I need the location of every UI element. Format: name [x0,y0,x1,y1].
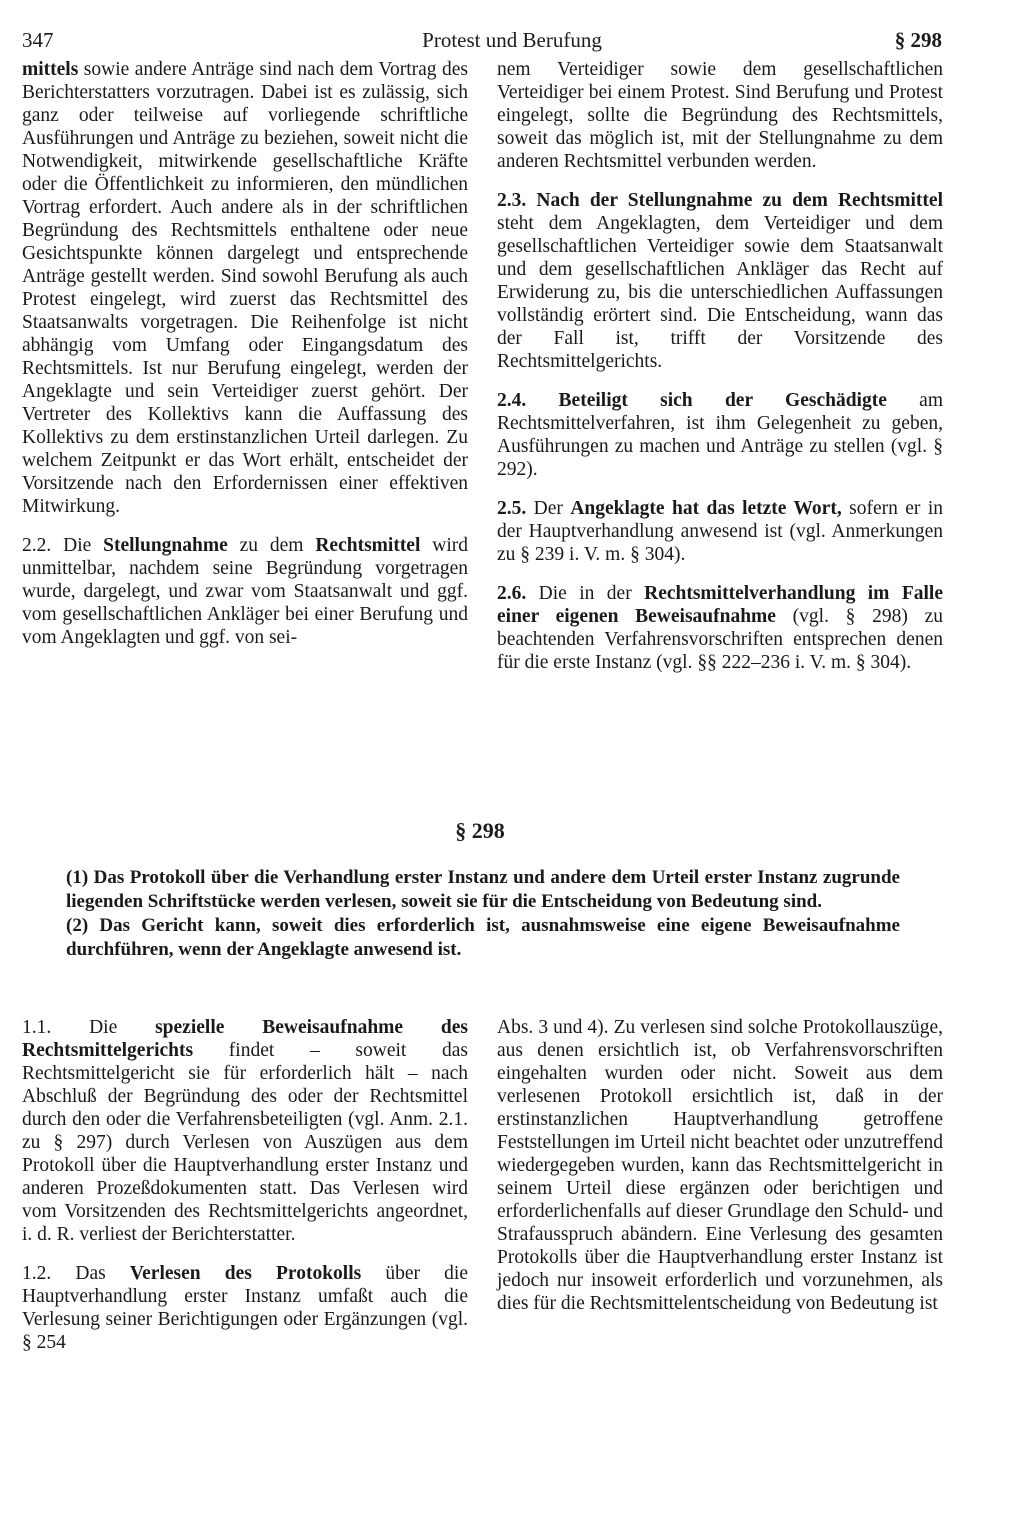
paragraph-continuation: Abs. 3 und 4). Zu verlesen sind solche Protokollauszüge, aus denen ersichtlich ist, ob Verfahrensvorschriften eingehalten wurden oder nicht. Soweit aus dem verlesenen Protokoll ersichtlich ist, daß in der erstinstanzlichen Hauptverhandlung getroffene Feststellungen im Urteil nicht beachtet oder unzutreffend wiedergegeben wurden, kann das Rechtsmittelgericht in seinem Urteil diese ergänzen oder berichtigen und erforderlichenfalls auf dieser Grundlage den Schuld- und Strafausspruch abändern. Eine Verlesung des gesamten Protokolls über die Hauptverhandlung erster Instanz ist jedoch nur insoweit erforderlich und vorzunehmen, als dies für die Rechtsmittelentscheidung von Bedeutung ist [497,1017,943,1314]
paragraph-number: 1.1. [22,1017,52,1038]
bold-term: 2.3. Nach der Stellungnahme zu dem Rechtsmittel [497,190,943,211]
left-column-bottom [22,1016,468,1354]
statute-heading: § 298 [455,818,505,843]
statute-paragraph-2: (2) Das Gericht kann, soweit dies erforderlich ist, ausnahmsweise eine eigene Beweisaufnahme durchführen, wenn der Angeklagte anwesend ist. [66,915,900,960]
paragraph-text: zu dem [227,535,316,556]
paragraph-2-2 [22,534,468,649]
paragraph-text: Die in der [526,583,645,604]
paragraph-text: Der [526,498,571,519]
right-column-top [497,58,943,674]
paragraph-number: 2.2. [22,535,52,556]
paragraph-number: 2.5. [497,498,527,519]
bold-term: 2.4. Beteiligt sich der Geschädigte [497,390,887,411]
paragraph-text: am Rechtsmittelverfahren, ist ihm Gelegenheit zu geben, Ausführungen zu machen und Anträge zu stellen (vgl. § 292). [497,390,943,480]
statute-paragraph-1: (1) Das Protokoll über die Verhandlung erster Instanz und andere dem Urteil erster Instanz zugrunde liegenden Schriftstücke werden verlesen, soweit sie für die Entscheidung von Bedeutung sind. [66,867,900,912]
left-column-top [22,58,468,649]
paragraph-1-1 [22,1016,468,1246]
paragraph-number: 1.2. [22,1263,52,1284]
bold-term: Rechtsmittel [315,535,421,556]
paragraph-text: sowie andere Anträge sind nach dem Vortrag des Berichterstatters vorzutragen. Dabei ist es zulässig, sich ganz oder teilweise auf vorliegende schriftliche Ausführungen und Anträge zu beziehen, soweit nicht die Notwendigkeit, mitwirkende gesellschaftliche Kräfte oder die Öffentlichkeit zu informieren, den mündlichen Vortrag erfordert. Auch andere als in der schriftlichen Begründung des Rechtsmittels enthaltene oder neue Gesichtspunkte können dargelegt und entsprechende Anträge gestellt werden. Sind sowohl Berufung als auch Protest eingelegt, wird zuerst das Rechtsmittel des Staatsanwalts vorgetragen. Die Reihenfolge ist nicht abhängig vom Umfang oder Eingangsdatum des Rechtsmittels. Ist nur Berufung eingelegt, werden der Angeklagte und sein Verteidiger zuerst gehört. Der Vertreter des Kollektivs kann die Auffassung des Kollektivs zu dem erstinstanzlichen Urteil darlegen. Zu welchem Zeitpunkt er das Wort erhält, entscheidet der Vorsitzende nach den Erfordernissen einer effektiven Mitwirkung. [22,59,468,517]
paragraph-text: über die Hauptverhandlung erster Instanz umfaßt auch die Verlesung seiner Berichtigungen oder Ergänzungen (vgl. § 254 [22,1263,468,1353]
bold-term: Stellungnahme [103,535,228,556]
section-marker: § 298 [894,28,942,52]
paragraph-text: findet – soweit das Rechtsmittelgericht sie für erforderlich hält – nach Abschluß der Begründung des oder der Rechtsmittel durch den oder die Verfahrensbeteiligten (vgl. Anm. 2.1. zu § 297) durch Verlesen von Auszügen aus dem Protokoll über die Hauptverhandlung erster Instanz und anderen Prozeßdokumenten statt. Das Verlesen wird vom Vorsitzenden des Rechtsmittelgerichts angeordnet, i. d. R. verliest der Berichterstatter. [22,1040,468,1245]
bold-term: Rechtsmittelverhandlung im Falle einer eigenen Beweisaufnahme [497,583,943,627]
paragraph-text: Die [51,535,104,556]
paragraph-2-4 [497,389,943,481]
paragraph-number: 2.6. [497,583,527,604]
statute-text [66,866,900,962]
paragraph-2-5 [497,497,943,566]
bold-term: Angeklagte hat das letzte Wort, [570,498,842,519]
running-title: Protest und Berufung [422,28,602,52]
paragraph-2-3 [497,189,943,373]
paragraph-continuation [22,58,468,518]
paragraph-text: Die [51,1017,156,1038]
paragraph-text: steht dem Angeklagten, dem Verteidiger und dem gesellschaftlichen Verteidiger sowie dem Staatsanwalt und dem gesellschaftlichen Ankläger das Recht auf Erwiderung zu, bis die unterschiedlichen Auffassungen vollständig erörtert sind. Die Entscheidung, wann das der Fall ist, trifft der Vorsitzende des Rechtsmittelgerichts. [497,213,943,372]
paragraph-1-2 [22,1262,468,1354]
bold-term: Verlesen des Protokolls [129,1263,362,1284]
bold-term: mittels [22,59,79,80]
paragraph-text: (vgl. § 298) zu beachtenden Verfahrensvorschriften entsprechen denen für die erste Instanz (vgl. §§ 222–236 i. V. m. § 304). [497,606,944,673]
paragraph-2-6 [497,582,943,674]
bold-term: spezielle Beweisaufnahme des Rechtsmittelgerichts [22,1017,469,1061]
paragraph-text: wird unmittelbar, nachdem seine Begründung vorgetragen wurde, dargelegt, und zwar vom Staatsanwalt und ggf. vom gesellschaftlichen Ankläger bei einer Berufung und vom Angeklagten und ggf. von sei- [22,535,469,648]
page-number: 347 [22,28,54,52]
paragraph-continuation: nem Verteidiger sowie dem gesellschaftlichen Verteidiger bei einem Protest. Sind Berufung und Protest eingelegt, sollte die Begründung des Rechtsmittels, soweit das möglich ist, mit der Stellungnahme zu dem anderen Rechtsmittel verbunden werden. [497,59,943,172]
paragraph-text: Das [51,1263,130,1284]
paragraph-text: sofern er in der Hauptverhandlung anwesend ist (vgl. Anmerkungen zu § 239 i. V. m. § 304). [497,498,943,565]
right-column-bottom [497,1016,943,1315]
